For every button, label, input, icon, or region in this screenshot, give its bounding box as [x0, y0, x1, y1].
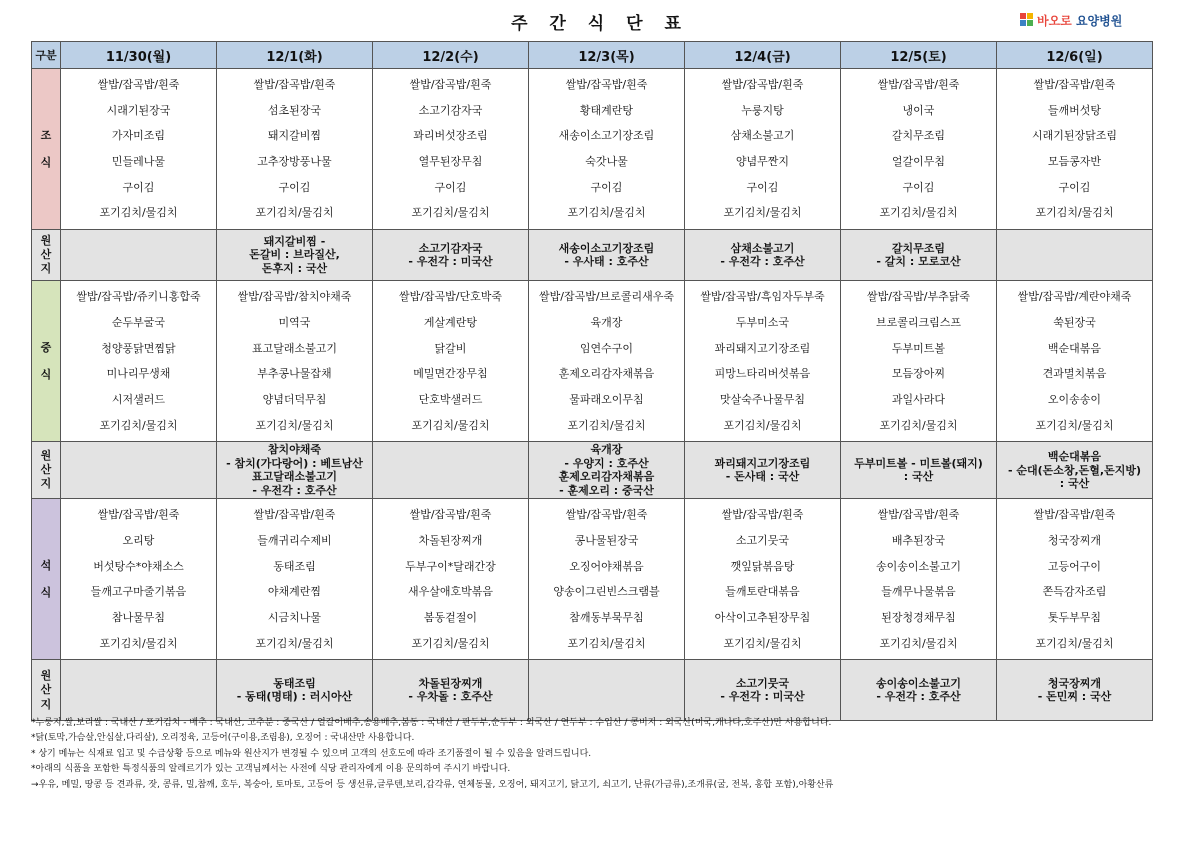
menu-item: 열무된장무침: [418, 155, 483, 169]
menu-item: 부추콩나물잡채: [257, 367, 332, 381]
origin-line: - 참치(가다랑어) : 베트남산: [226, 456, 363, 470]
menu-item: 동태조림: [273, 559, 316, 573]
breakfast-origin-cell: [685, 230, 841, 281]
day-header: 12/6(일): [997, 42, 1153, 69]
menu-item: 포기김치/물김치: [879, 206, 958, 220]
menu-item: 육개장: [590, 315, 623, 329]
menu-item: 소고기감자국: [418, 103, 483, 117]
origin-label: 원 산 지: [32, 660, 61, 721]
menu-item: 시래기된장닭조림: [1031, 129, 1117, 143]
menu-item: 청양풍닭면찜닭: [101, 341, 176, 355]
menu-item: 포기김치/물김치: [255, 636, 334, 650]
menu-item: 구이김: [902, 180, 935, 194]
menu-item: 쌀밥/잡곡밥/흰죽: [1033, 508, 1116, 522]
menu-item: 포기김치/물김치: [567, 418, 646, 432]
origin-line: - 우사태 : 호주산: [564, 255, 649, 269]
menu-item: 포기김치/물김치: [99, 418, 178, 432]
menu-item: 훈제오리감자채볶음: [558, 367, 655, 381]
footnote: *닭(토막,가슴살,안심살,다리살), 오리정육, 고등어(구이용,조림용), 오징어 : 국내산만 사용합니다.: [31, 733, 415, 744]
dinner-origin-cell: [529, 660, 685, 721]
hospital-name-rest: 요양병원: [1071, 13, 1123, 28]
menu-item: 포기김치/물김치: [723, 418, 802, 432]
menu-item: 참나물무침: [111, 611, 166, 624]
menu-item: 포기김치/물김치: [723, 206, 802, 220]
dinner-cell: [841, 499, 997, 660]
menu-item: 오징어야채볶음: [569, 559, 644, 573]
menu-item: 시래기된장국: [106, 103, 171, 117]
menu-item: 백순대볶음: [1047, 341, 1102, 355]
breakfast-origin-cell: [841, 230, 997, 281]
menu-item: 삼채소불고기: [730, 129, 795, 143]
breakfast-origin-row: [32, 230, 1153, 281]
menu-item: 쌀밥/잡곡밥/흰죽: [97, 508, 180, 522]
lunch-origin-row: [32, 442, 1153, 499]
origin-line: - 우전각 : 호주산: [252, 483, 337, 497]
origin-line: 청국장찌개: [1047, 676, 1102, 690]
menu-item: 두부미소국: [735, 315, 790, 329]
origin-line: 삼채소불고기: [730, 241, 795, 255]
origin-line: 육개장: [590, 443, 623, 457]
menu-item: 소고기뭇국: [735, 533, 790, 547]
breakfast-origin-cell: [529, 230, 685, 281]
dinner-origin-cell: [685, 660, 841, 721]
menu-item: 순두부굴국: [111, 315, 166, 329]
menu-item: 들깨토란대볶음: [725, 585, 800, 599]
dinner-cell: [529, 499, 685, 660]
menu-item: 얼갈이무침: [891, 155, 946, 169]
menu-item: 구이김: [746, 180, 779, 194]
origin-line: - 우전각 : 호주산: [876, 690, 961, 704]
menu-item: 미나리무생채: [106, 367, 171, 381]
menu-item: 냉이국: [902, 103, 935, 117]
lunch-cell: [529, 281, 685, 442]
origin-line: 동태조림: [273, 676, 316, 690]
menu-item: 쌀밥/잡곡밥/흰죽: [721, 508, 804, 522]
origin-line: 소고기뭇국: [735, 676, 790, 690]
menu-item: 쫀득감자조림: [1042, 585, 1107, 599]
origin-line: 갈치무조림: [891, 241, 946, 255]
lunch-cell: [61, 281, 217, 442]
breakfast-origin-cell: [373, 230, 529, 281]
menu-item: 고등어구이: [1047, 559, 1102, 573]
menu-item: 포기김치/물김치: [99, 206, 178, 220]
origin-line: - 동태(명태) : 러시아산: [236, 690, 353, 704]
logo-icon: [1020, 13, 1034, 27]
header-row: [32, 42, 1153, 69]
footnotes: [31, 716, 1161, 793]
menu-item: 양념무짠지: [735, 155, 790, 169]
menu-item: 쌀밥/잡곡밥/흰죽: [721, 78, 804, 91]
menu-item: 쌀밥/잡곡밥/참치야채죽: [237, 290, 352, 304]
menu-item: 들깨버섯탕: [1047, 103, 1102, 117]
menu-item: 쌀밥/잡곡밥/단호박죽: [398, 290, 503, 304]
dinner-cell: [373, 499, 529, 660]
menu-item: 포기김치/물김치: [411, 206, 490, 220]
menu-item: 포기김치/물김치: [879, 418, 958, 432]
breakfast-cell: [841, 69, 997, 230]
breakfast-label: 조 식: [32, 69, 61, 230]
hospital-logo: [1020, 10, 1122, 30]
lunch-origin-cell: [373, 442, 529, 499]
breakfast-cell: [61, 69, 217, 230]
breakfast-cell: [997, 69, 1153, 230]
menu-item: 두부구이*달래간장: [405, 559, 496, 573]
footnote: *누룽지,쌀,보리쌀 : 국내산 / 포기김치 - 배추 : 국내산, 고추분 : 중국산 / 얼갈이배추,송용배추,봄동 : 국내산 / 판두부,순두부 : 외국산 / 연두부 : 수입산 / 콩비지 : 외국산(미국,캐나다,호주산)만 사용합니다.: [31, 718, 832, 728]
origin-line: 차돌된장찌개: [418, 676, 483, 690]
menu-item: 황태계란탕: [579, 103, 634, 117]
lunch-origin-cell: [61, 442, 217, 499]
origin-line: - 우전각 : 미국산: [408, 255, 493, 269]
origin-line: 표고달래소불고기: [251, 470, 337, 484]
menu-item: 쌀밥/잡곡밥/흰죽: [877, 78, 960, 91]
menu-item: 돼지갈비찜: [267, 129, 322, 143]
menu-item: 톳두부무침: [1047, 611, 1102, 624]
menu-item: 포기김치/물김치: [255, 206, 334, 220]
dinner-origin-cell: [61, 660, 217, 721]
origin-line: : 국산: [1059, 476, 1090, 490]
menu-item: 포기김치/물김치: [411, 636, 490, 650]
menu-item: 쌀밥/잡곡밥/흰죽: [877, 508, 960, 522]
origin-line: 백순대볶음: [1047, 450, 1102, 464]
menu-item: 쌀밥/잡곡밥/흰죽: [1033, 78, 1116, 91]
origin-line: - 우전각 : 호주산: [720, 255, 805, 269]
menu-item: 양송이그린빈스크램블: [553, 585, 660, 599]
lunch-origin-cell: [217, 442, 373, 499]
origin-line: 훈제오리감자채볶음: [558, 470, 655, 484]
origin-line: - 우양지 : 호주산: [564, 456, 649, 470]
menu-item: 들깨고구마줄기볶음: [90, 585, 187, 599]
breakfast-row: [32, 69, 1153, 230]
gubun-header: 구분: [32, 42, 61, 69]
dinner-cell: [61, 499, 217, 660]
origin-label: 원 산 지: [32, 230, 61, 281]
menu-item: 쌀밥/잡곡밥/계란야채죽: [1017, 290, 1132, 304]
menu-item: 쌀밥/잡곡밥/흰죽: [409, 78, 492, 91]
menu-item: 시금치나물: [267, 611, 322, 624]
menu-item: 꽈리버섯장조림: [413, 129, 488, 143]
menu-item: 게살계란탕: [423, 315, 478, 329]
dinner-origin-cell: [217, 660, 373, 721]
menu-item: 포기김치/물김치: [1035, 636, 1114, 650]
dinner-origin-row: [32, 660, 1153, 721]
menu-item: 콩나물된장국: [574, 533, 639, 547]
menu-item: 쌀밥/잡곡밥/흑임자두부죽: [700, 290, 825, 304]
menu-item: 구이김: [434, 180, 467, 194]
menu-item: 브로콜리크림스프: [875, 315, 961, 329]
menu-item: 포기김치/물김치: [723, 636, 802, 650]
menu-item: 포기김치/물김치: [567, 636, 646, 650]
breakfast-origin-cell: [217, 230, 373, 281]
dinner-label: 석 식: [32, 499, 61, 660]
menu-item: 오리탕: [122, 533, 155, 547]
menu-item: 쌀밥/잡곡밥/흰죽: [565, 508, 648, 522]
menu-item: 아삭이고추된장무침: [714, 611, 811, 624]
menu-item: 쌀밥/잡곡밥/흰죽: [565, 78, 648, 91]
origin-line: 돈갈비 : 브라질산,: [249, 248, 340, 262]
lunch-origin-cell: [841, 442, 997, 499]
menu-item: 차돌된장찌개: [418, 533, 483, 547]
menu-item: 닭갈비: [434, 341, 467, 355]
menu-item: 쌀밥/잡곡밥/흰죽: [409, 508, 492, 522]
origin-line: - 훈제오리 : 중국산: [559, 483, 654, 497]
menu-item: 모듬콩자반: [1047, 155, 1102, 169]
menu-item: 표고달래소불고기: [251, 341, 337, 355]
menu-item: 메밀면간장무침: [413, 367, 488, 381]
lunch-cell: [997, 281, 1153, 442]
footnote: *아래의 식품을 포함한 특정식품의 알레르기가 있는 고객님께서는 사전에 식당 관리자에게 이용 문의하여 주시기 바랍니다.: [31, 764, 511, 775]
lunch-cell: [685, 281, 841, 442]
day-header: 12/2(수): [373, 42, 529, 69]
lunch-origin-cell: [529, 442, 685, 499]
dinner-row: [32, 499, 1153, 660]
origin-line: - 우차돌 : 호주산: [408, 690, 493, 704]
menu-item: 쌀밥/잡곡밥/브로콜리새우죽: [539, 290, 674, 304]
menu-item: 민들레나물: [111, 155, 166, 169]
lunch-cell: [841, 281, 997, 442]
origin-line: 돈후지 : 국산: [261, 261, 328, 275]
origin-line: 송이송이소불고기: [875, 676, 961, 690]
menu-item: 야채계란찜: [267, 585, 322, 599]
lunch-row: [32, 281, 1153, 442]
origin-line: 새송이소고기장조림: [558, 241, 655, 255]
breakfast-origin-cell: [997, 230, 1153, 281]
menu-item: 구이김: [278, 180, 311, 194]
menu-item: 피망느타리버섯볶음: [714, 367, 811, 381]
menu-item: 들깨무나물볶음: [881, 585, 956, 599]
menu-item: 물파래오이무침: [569, 392, 644, 406]
origin-line: - 순대(돈소창,돈혈,돈지방): [1007, 463, 1142, 477]
breakfast-cell: [373, 69, 529, 230]
menu-item: 쑥된장국: [1053, 315, 1096, 329]
menu-item: 깻잎닭볶음탕: [730, 559, 795, 573]
origin-line: 두부미트볼 - 미트볼(돼지): [854, 456, 983, 470]
menu-item: 맛살숙주나물무침: [719, 392, 805, 406]
menu-item: 새송이소고기장조림: [558, 129, 655, 143]
menu-item: 고추장방풍나물: [257, 155, 332, 169]
menu-item: 된장청경채무침: [881, 611, 956, 624]
dinner-origin-cell: [997, 660, 1153, 721]
origin-label: 원 산 지: [32, 442, 61, 499]
menu-item: 봄동겉절이: [423, 611, 478, 624]
footnote: →우유, 메밀, 땅콩 등 견과류, 잣, 콩류, 밀,참깨, 호두, 복숭아, 토마토, 고등어 등 생선류,글루텐,보리,갑각류, 연체동물, 오징어, 돼지고기, 닭고기, 쇠고기, 난류(가금류),조개류(굴, 전복, 홍합 포함),아황산류: [31, 779, 834, 790]
menu-item: 쌀밥/잡곡밥/부추닭죽: [866, 290, 971, 304]
weekly-menu-table: [31, 41, 1153, 721]
menu-item: 새우살애호박볶음: [407, 585, 493, 599]
menu-item: 포기김치/물김치: [879, 636, 958, 650]
menu-item: 모듬장아찌: [891, 367, 946, 381]
day-header: 12/5(토): [841, 42, 997, 69]
origin-line: 꽈리돼지고기장조림: [714, 456, 811, 470]
dinner-cell: [997, 499, 1153, 660]
dinner-cell: [217, 499, 373, 660]
dinner-origin-cell: [841, 660, 997, 721]
lunch-label: 중 식: [32, 281, 61, 442]
lunch-cell: [217, 281, 373, 442]
menu-item: 갈치무조림: [891, 129, 946, 143]
menu-item: 포기김치/물김치: [1035, 418, 1114, 432]
lunch-origin-cell: [997, 442, 1153, 499]
menu-item: 들깨귀리수제비: [257, 533, 332, 547]
menu-item: 참깨동부묵무침: [569, 611, 644, 624]
footnote: * 상기 메뉴는 식재료 입고 및 수급상황 등으로 메뉴와 원산지가 변경될 수 있으며 고객의 선호도에 따라 조기품절이 될 수 있음을 알려드립니다.: [31, 748, 592, 759]
menu-item: 두부미트볼: [891, 341, 946, 355]
origin-line: - 우전각 : 미국산: [720, 690, 805, 704]
menu-item: 송이송이소불고기: [875, 559, 961, 573]
hospital-name: [1037, 12, 1122, 29]
menu-item: 포기김치/물김치: [255, 418, 334, 432]
menu-item: 임연수구이: [579, 341, 634, 355]
dinner-cell: [685, 499, 841, 660]
menu-item: 포기김치/물김치: [411, 418, 490, 432]
day-header: 12/1(화): [217, 42, 373, 69]
menu-item: 구이김: [122, 180, 155, 194]
origin-line: - 갈치 : 모로코산: [876, 255, 961, 269]
menu-item: 단호박샐러드: [418, 392, 483, 406]
origin-line: - 돈사태 : 국산: [725, 470, 800, 484]
breakfast-origin-cell: [61, 230, 217, 281]
menu-item: 쌀밥/잡곡밥/쥬키니홍합죽: [76, 290, 201, 304]
menu-item: 포기김치/물김치: [567, 206, 646, 220]
menu-item: 쌀밥/잡곡밥/흰죽: [253, 78, 336, 91]
menu-item: 견과멸치볶음: [1042, 367, 1107, 381]
page-title: 주 간 식 단 표: [511, 14, 689, 34]
menu-item: 버섯탕수*야채소스: [93, 559, 184, 573]
menu-item: 포기김치/물김치: [99, 636, 178, 650]
origin-line: : 국산: [903, 470, 934, 484]
day-header: 12/4(금): [685, 42, 841, 69]
menu-item: 배추된장국: [891, 533, 946, 547]
menu-item: 쌀밥/잡곡밥/흰죽: [97, 78, 180, 91]
menu-item: 오이송송이: [1047, 392, 1102, 406]
breakfast-cell: [529, 69, 685, 230]
origin-line: 돼지갈비찜 -: [263, 235, 326, 249]
origin-line: - 돈민찌 : 국산: [1037, 690, 1112, 704]
hospital-name-accent: 바오로: [1037, 13, 1072, 28]
day-header: 11/30(월): [61, 42, 217, 69]
origin-line: 참치야채죽: [267, 443, 322, 457]
dinner-origin-cell: [373, 660, 529, 721]
menu-item: 섬초된장국: [267, 103, 322, 117]
menu-item: 포기김치/물김치: [1035, 206, 1114, 220]
menu-item: 청국장찌개: [1047, 533, 1102, 547]
menu-item: 시저샐러드: [111, 392, 166, 406]
menu-item: 누룽지탕: [741, 103, 784, 117]
menu-item: 구이김: [1058, 180, 1091, 194]
menu-item: 가자미조림: [111, 129, 166, 143]
menu-item: 숙갓나물: [585, 155, 628, 169]
menu-item: 양념더덕무침: [262, 392, 327, 406]
origin-line: 소고기감자국: [418, 241, 483, 255]
menu-item: 과일사라다: [891, 392, 946, 406]
lunch-origin-cell: [685, 442, 841, 499]
menu-item: 쌀밥/잡곡밥/흰죽: [253, 508, 336, 522]
breakfast-cell: [685, 69, 841, 230]
lunch-cell: [373, 281, 529, 442]
menu-item: 구이김: [590, 180, 623, 194]
day-header: 12/3(목): [529, 42, 685, 69]
menu-item: 미역국: [278, 315, 311, 329]
breakfast-cell: [217, 69, 373, 230]
menu-item: 꽈리돼지고기장조림: [714, 341, 811, 355]
